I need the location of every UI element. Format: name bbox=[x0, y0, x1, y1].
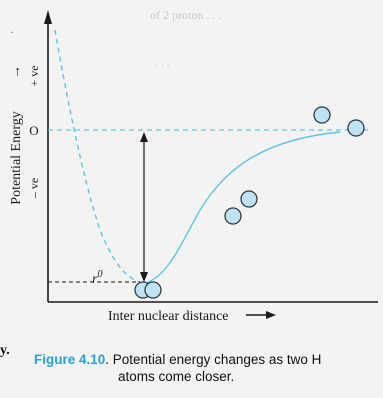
energy-gap-arrowhead-top bbox=[140, 132, 148, 142]
y-axis-label-arrow: → bbox=[9, 65, 24, 79]
caption-text-2: atoms come closer. bbox=[118, 369, 235, 384]
atom-far-right bbox=[348, 120, 364, 136]
energy-gap-arrowhead-bottom bbox=[140, 272, 148, 282]
bleed-through-text-1: of 2 proton . . . bbox=[150, 8, 222, 22]
margin-text-left: y. bbox=[0, 343, 10, 358]
atom-overlap-right bbox=[145, 282, 161, 298]
y-tick-zero: O bbox=[29, 123, 39, 138]
caption-line-2 bbox=[118, 368, 234, 385]
margin-mark-top: · bbox=[10, 25, 14, 39]
x-axis-label-arrowhead bbox=[266, 311, 276, 319]
atom-mid-left bbox=[225, 208, 241, 224]
caption-text-1: . Potential energy changes as two H bbox=[105, 352, 322, 367]
potential-energy-curve bbox=[142, 132, 340, 284]
atom-far-left bbox=[314, 107, 330, 123]
atom-mid-right bbox=[241, 191, 257, 207]
x-axis-label: Inter nuclear distance bbox=[108, 309, 229, 324]
repulsive-dashed-curve bbox=[55, 30, 140, 282]
y-tick-plus: + ve bbox=[27, 65, 41, 87]
y-axis-arrowhead bbox=[44, 10, 52, 24]
y-axis-label: Potential Energy bbox=[9, 111, 24, 205]
caption-figure-label: Figure 4.10 bbox=[34, 352, 106, 367]
caption-line-1 bbox=[34, 351, 321, 368]
r0-label: $r^0$ bbox=[92, 269, 103, 287]
bleed-through-text-2: . . . bbox=[155, 55, 170, 69]
y-tick-minus: – ve bbox=[27, 177, 41, 199]
